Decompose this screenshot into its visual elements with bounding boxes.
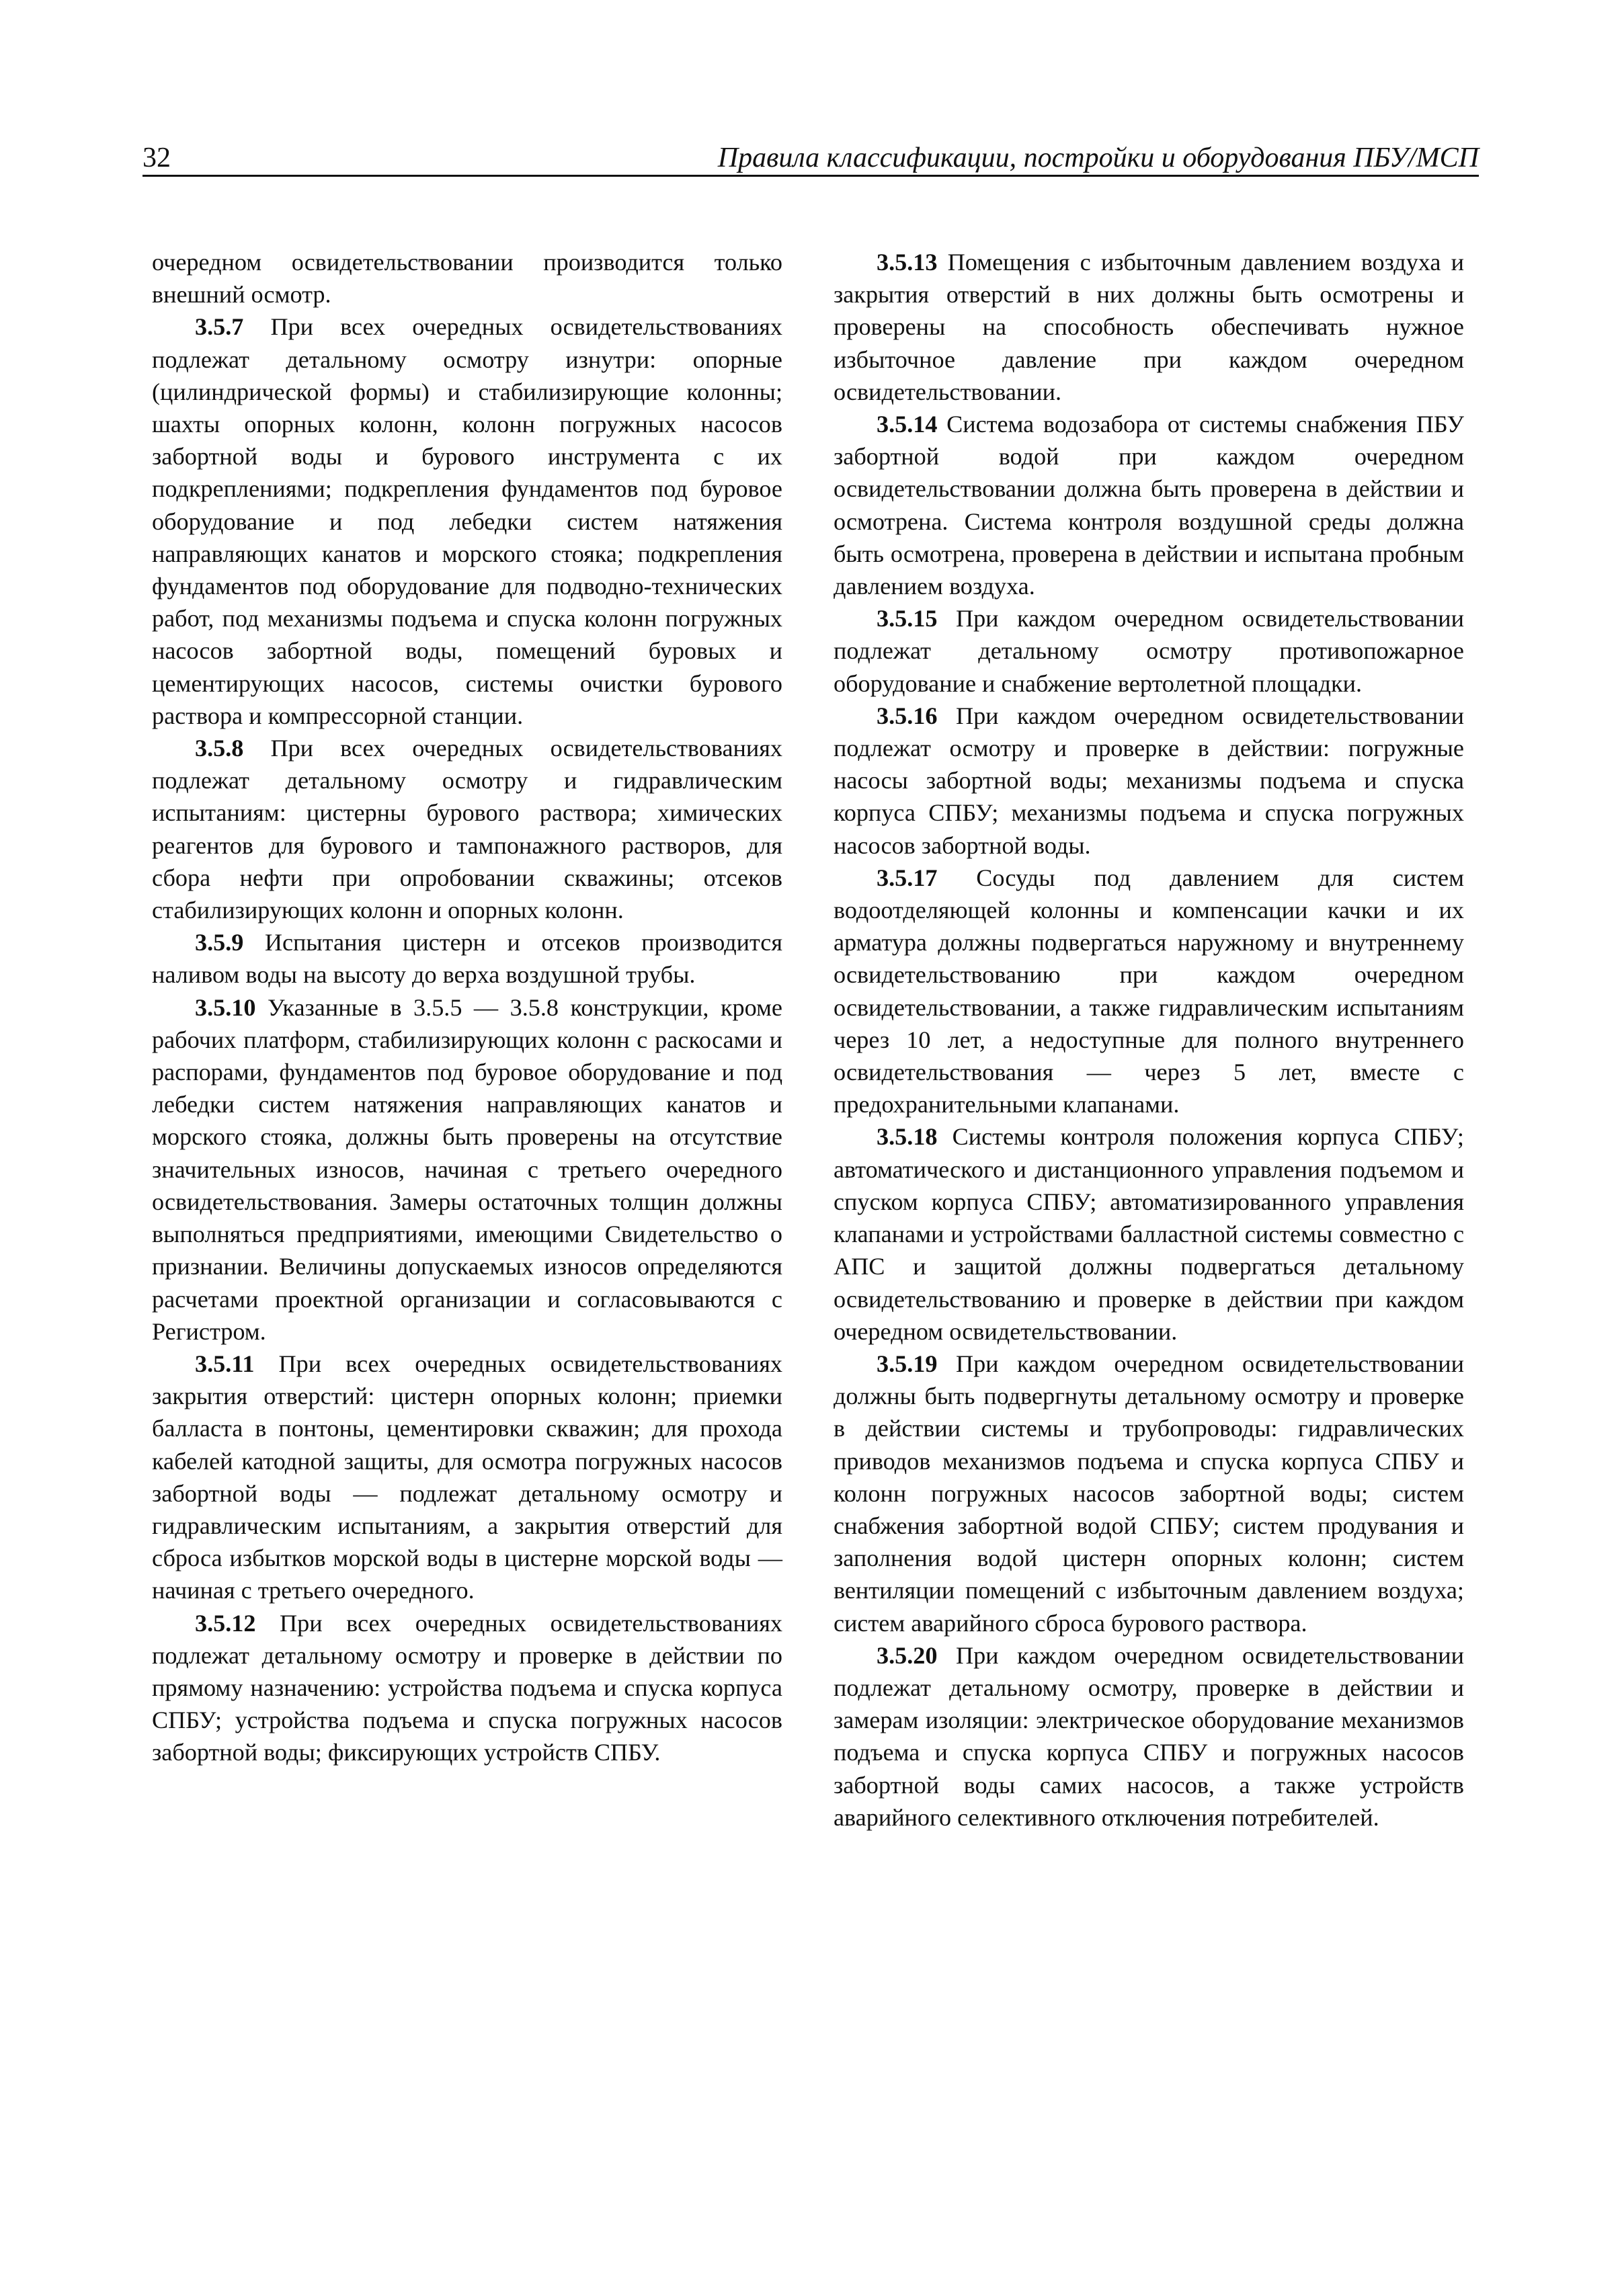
section-number: 3.5.17 (877, 864, 938, 891)
paragraph-text: Системы контроля положения корпуса СПБУ; автоматического и дистанционного управления подъемом и спуском корпуса СПБУ; автоматизированного управления клапанами и устройствами балластной системы совместно с АПС и защитой должны подвергаться детальному освидетельствованию и проверке в действии при каждом очередном освидетельствовании. (834, 1123, 1464, 1345)
paragraph-text: При всех очередных освидетельствованиях подлежат детальному осмотру и проверке в действии по прямому назначению: устройства подъема и спуска корпуса СПБУ; устройства подъема и спуска погружных насосов забортной воды; фиксирующих устройств СПБУ. (152, 1609, 782, 1766)
section-number: 3.5.11 (195, 1350, 255, 1377)
section-number: 3.5.18 (877, 1123, 938, 1151)
paragraph-3-5-8 (152, 732, 782, 926)
section-number: 3.5.14 (877, 411, 938, 438)
paragraph-text: Указанные в 3.5.5 — 3.5.8 конструкции, кроме рабочих платформ, стабилизирующих колонн с раскосами и распорами, фундаментов под буровое оборудование и под лебедки систем натяжения направляющих канатов и морского стояка, должны быть проверены на отсутствие значительных износов, начиная с третьего очередного освидетельствования. Замеры остаточных толщин должны выполняться предприятиями, имеющими Свидетельство о признании. Величины допускаемых износов определяются расчетами проектной организации и согласовываются с Регистром. (152, 993, 782, 1345)
section-number: 3.5.20 (877, 1641, 938, 1669)
section-number: 3.5.19 (877, 1350, 938, 1377)
paragraph-text: При каждом очередном освидетельствовании подлежат осмотру и проверке в действии: погружные насосы забортной воды; механизмы подъема и спуска корпуса СПБУ; механизмы подъема и спуска погружных насосов забортной воды. (834, 702, 1464, 859)
paragraph-text: Помещения с избыточным давлением воздуха и закрытия отверстий в них должны быть осмотрены и проверены на способность обеспечивать нужное избыточное давление при каждом очередном освидетельствовании. (834, 249, 1464, 405)
paragraph-3-5-19 (834, 1348, 1464, 1639)
running-title: Правила классификации, постройки и оборудования ПБУ/МСП (717, 142, 1479, 173)
left-column (152, 246, 782, 1769)
paragraph-text: При каждом очередном освидетельствовании подлежат детальному осмотру противопожарное оборудование и снабжение вертолетной площадки. (834, 605, 1464, 697)
paragraph-text: Испытания цистерн и отсеков производится наливом воды на высоту до верха воздушной трубы. (152, 929, 782, 989)
paragraph-text: При каждом очередном освидетельствовании подлежат детальному осмотру, проверке в действии и замерам изоляции: электрическое оборудование механизмов подъема и спуска корпуса СПБУ и погружных насосов забортной воды самих насосов, а также устройств аварийного селективного отключения потребителей. (834, 1641, 1464, 1831)
section-number: 3.5.15 (877, 605, 938, 632)
right-column (834, 246, 1464, 1834)
page-header (143, 140, 1479, 177)
paragraph-3-5-9 (152, 926, 782, 991)
paragraph-3-5-11 (152, 1348, 782, 1607)
paragraph-3-5-16 (834, 700, 1464, 862)
paragraph-3-5-12 (152, 1607, 782, 1769)
paragraph-continuation (152, 246, 782, 311)
paragraph-text: При всех очередных освидетельствованиях подлежат детальному осмотру изнутри: опорные (цилиндрической формы) и стабилизирующие колонны; шахты опорных колонн, колонн погружных насосов забортной воды и бурового инструмента с их подкреплениями; подкрепления фундаментов под буровое оборудование и под лебедки систем натяжения направляющих канатов и морского стояка; подкрепления фундаментов под оборудование для подводно-технических работ, под механизмы подъема и спуска колонн погружных насосов забортной воды, помещений буровых и цементирующих насосов, системы очистки бурового раствора и компрессорной станции. (152, 313, 782, 729)
paragraph-3-5-17 (834, 862, 1464, 1121)
paragraph-text: очередном освидетельствовании производится только внешний осмотр. (152, 249, 782, 309)
paragraph-3-5-20 (834, 1639, 1464, 1834)
section-number: 3.5.12 (195, 1609, 256, 1637)
paragraph-3-5-14 (834, 408, 1464, 602)
paragraph-3-5-15 (834, 602, 1464, 700)
paragraph-text: При всех очередных освидетельствованиях подлежат детальному осмотру и гидравлическим испытаниям: цистерны бурового раствора; химических реагентов для бурового и тампонажного растворов, для сбора нефти при опробовании скважины; отсеков стабилизирующих колонн и опорных колонн. (152, 735, 782, 924)
section-number: 3.5.9 (195, 929, 244, 956)
paragraph-3-5-10 (152, 991, 782, 1348)
paragraph-text: При всех очередных освидетельствованиях закрытия отверстий: цистерн опорных колонн; приемки балласта в понтоны, цементировки скважин; для прохода кабелей катодной защиты, для осмотра погружных насосов забортной воды — подлежат детальному осмотру и гидравлическим испытаниям, а закрытия отверстий для сброса избытков морской воды в цистерне морской воды — начиная с третьего очередного. (152, 1350, 782, 1604)
paragraph-text: Система водозабора от системы снабжения ПБУ забортной водой при каждом очередном освидетельствовании должна быть проверена в действии и осмотрена. Система контроля воздушной среды должна быть осмотрена, проверена в действии и испытана пробным давлением воздуха. (834, 411, 1464, 600)
paragraph-3-5-13 (834, 246, 1464, 408)
section-number: 3.5.8 (195, 735, 244, 762)
section-number: 3.5.10 (195, 993, 256, 1021)
section-number: 3.5.7 (195, 313, 244, 341)
paragraph-text: При каждом очередном освидетельствовании должны быть подвергнуты детальному осмотру и проверке в действии системы и трубопроводы: гидравлических приводов механизмов подъема и спуска корпуса СПБУ и колонн погружных насосов забортной воды; систем снабжения забортной водой СПБУ; систем продувания и заполнения водой цистерн опорных колонн; систем вентиляции помещений с избыточным давлением воздуха; систем аварийного сброса бурового раствора. (834, 1350, 1464, 1637)
section-number: 3.5.13 (877, 249, 938, 276)
paragraph-text: Сосуды под давлением для систем водоотделяющей колонны и компенсации качки и их арматура должны подвергаться наружному и внутреннему освидетельствованию при каждом очередном освидетельствовании, а также гидравлическим испытаниям через 10 лет, а недоступные для полного внутреннего освидетельствования — через 5 лет, вместе с предохранительными клапанами. (834, 864, 1464, 1118)
page-number: 32 (143, 142, 171, 173)
section-number: 3.5.16 (877, 702, 938, 729)
paragraph-3-5-18 (834, 1120, 1464, 1347)
paragraph-3-5-7 (152, 311, 782, 732)
